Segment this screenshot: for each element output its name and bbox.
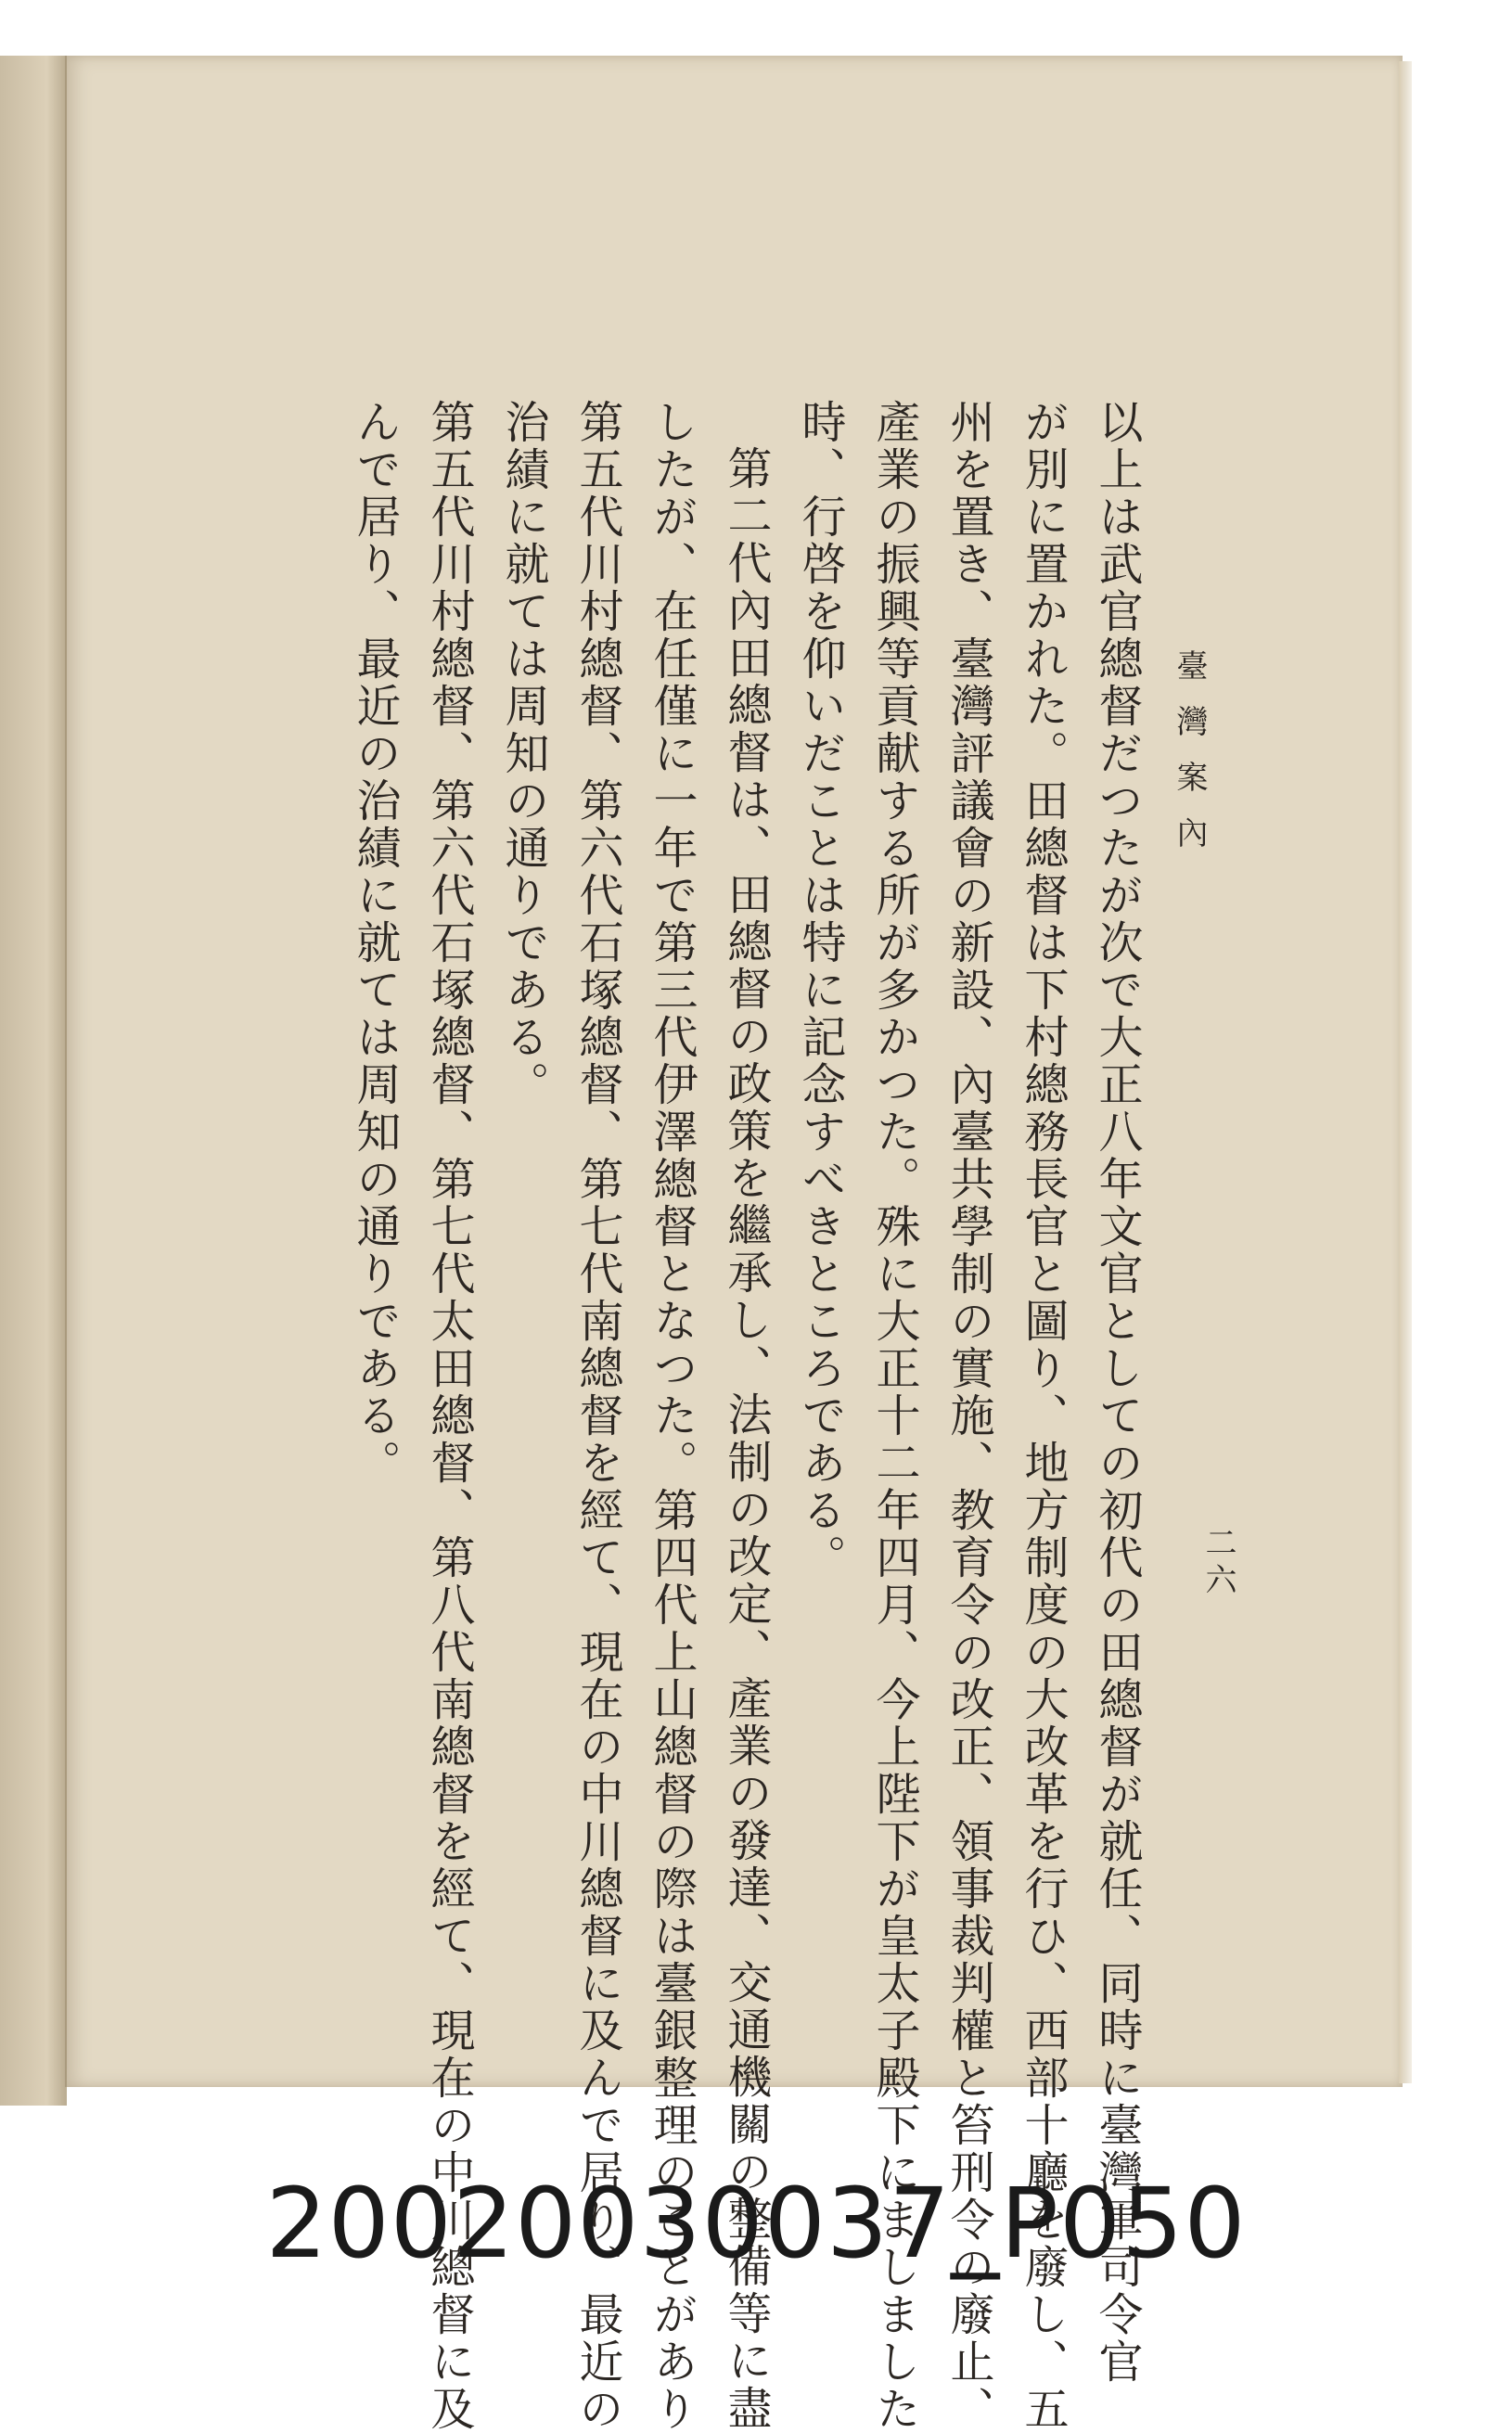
text-column-10: 第五代川村總督、第六代石塚總督、第七代太田總督、第八代南總督を經て、現在の中川總督に及 bbox=[423, 399, 475, 2433]
page-number: 二六 bbox=[1199, 1526, 1237, 1600]
running-header-title: 臺灣案內 bbox=[1171, 649, 1208, 872]
text-column-7: したが、在任僅に一年で第三代伊澤總督となつた。第四代上山總督の際は臺銀整理のことがあり bbox=[646, 399, 698, 2433]
text-column-5: 時、行啓を仰いだことは特に記念すべきところである。 bbox=[794, 399, 846, 1581]
text-column-9: 治績に就ては周知の通りである。 bbox=[497, 399, 549, 1108]
facing-page-edge bbox=[0, 56, 67, 2106]
text-column-11: んで居り、最近の治績に就ては周知の通りである。 bbox=[349, 399, 401, 1487]
text-column-3: 州を置き、臺灣評議會の新設、內臺共學制の實施、教育令の改正、領事裁判權と笞刑令の廢止、 bbox=[942, 399, 994, 2433]
catalog-id-label: 20020030037_P050 bbox=[265, 2167, 1247, 2280]
text-column-4: 產業の振興等貢献する所が多かつた。殊に大正十二年四月、今上陛下が皇太子殿下にましました bbox=[868, 399, 920, 2433]
page-edge-shadow bbox=[1399, 61, 1412, 2083]
text-column-8: 第五代川村總督、第六代石塚總督、第七代南總督を經て、現在の中川總督に及んで居り、最近の bbox=[571, 399, 623, 2433]
text-column-1: 以上は武官總督だつたが次で大正八年文官としての初代の田總督が就任、同時に臺灣軍司令官 bbox=[1091, 399, 1143, 2386]
text-column-2: が別に置かれた。田總督は下村總務長官と圖り、地方制度の大改革を行ひ、西部十廳を廢し、五 bbox=[1017, 399, 1069, 2433]
text-column-6: 第二代內田總督は、田總督の政策を繼承し、法制の改定、產業の發達、交通機關の整備等に盡 bbox=[720, 445, 772, 2432]
